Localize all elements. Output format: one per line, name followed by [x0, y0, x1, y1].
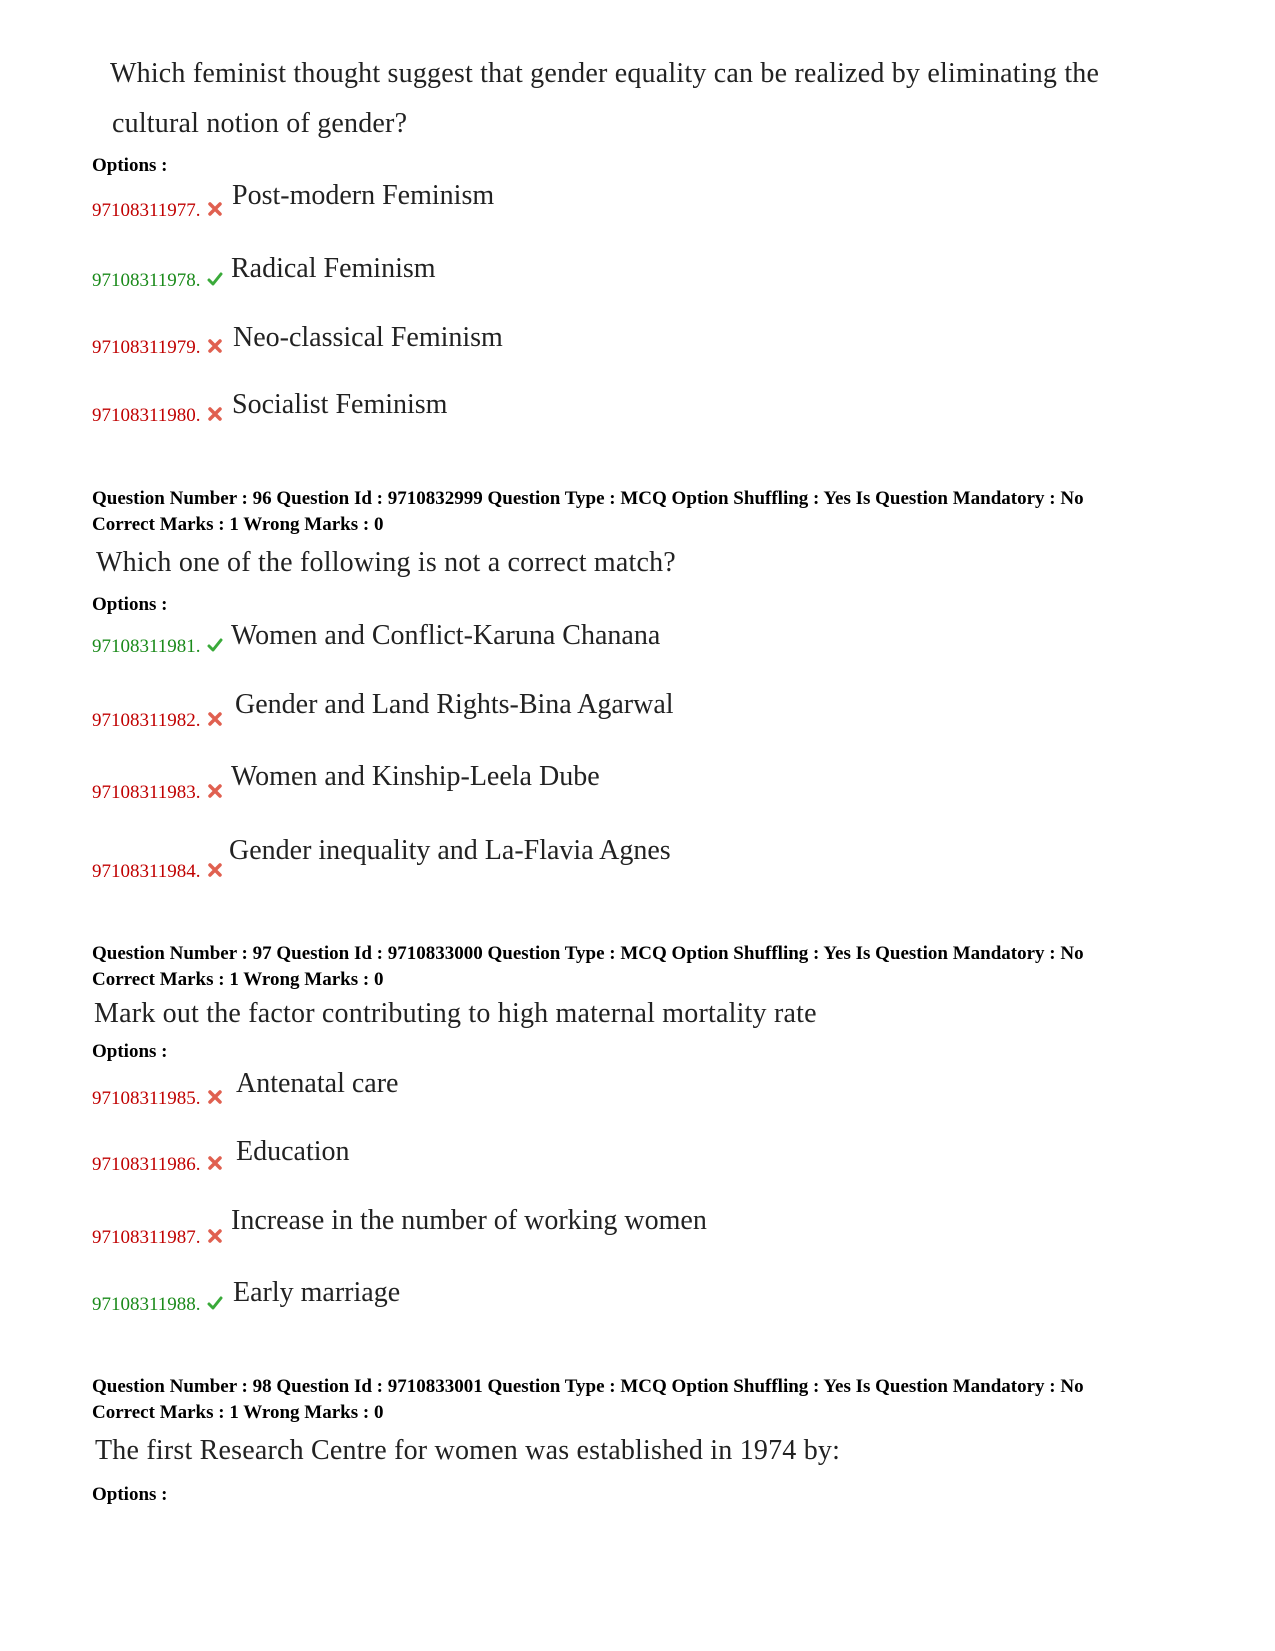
option-text: Radical Feminism	[231, 253, 436, 284]
cross-icon	[207, 1155, 223, 1171]
option-id: 97108311985.	[92, 1088, 201, 1109]
option-text: Early marriage	[233, 1277, 401, 1308]
cross-icon	[207, 862, 223, 878]
option-text: Women and Conflict-Karuna Chanana	[231, 620, 661, 651]
option-row	[92, 1154, 223, 1176]
option-id: 97108311987.	[92, 1227, 201, 1248]
option-id: 97108311982.	[92, 710, 201, 731]
options-label: Options :	[92, 594, 168, 615]
options-label: Options :	[92, 155, 168, 176]
option-row	[92, 782, 223, 804]
question-meta-line2: Correct Marks : 1 Wrong Marks : 0	[92, 969, 384, 990]
option-text: Socialist Feminism	[232, 389, 448, 420]
question-text-line2: cultural notion of gender?	[112, 108, 408, 139]
question-text: Which one of the following is not a correct match?	[96, 547, 676, 578]
option-text: Increase in the number of working women	[231, 1205, 707, 1236]
cross-icon	[207, 1089, 223, 1105]
cross-icon	[207, 711, 223, 727]
check-icon	[207, 271, 223, 287]
option-row	[92, 337, 223, 359]
option-id: 97108311988.	[92, 1294, 201, 1315]
question-meta-line1: Question Number : 96 Question Id : 9710832999 Question Type : MCQ Option Shuffling : Yes Is Question Mandatory : No	[92, 488, 1084, 509]
check-icon	[207, 637, 223, 653]
option-text: Women and Kinship-Leela Dube	[231, 761, 600, 792]
option-row	[92, 405, 223, 427]
option-id: 97108311979.	[92, 337, 201, 358]
question-text: The first Research Centre for women was established in 1974 by:	[95, 1435, 841, 1466]
option-text: Antenatal care	[236, 1068, 399, 1099]
option-text: Neo-classical Feminism	[233, 322, 503, 353]
option-row	[92, 270, 223, 292]
cross-icon	[207, 201, 223, 217]
question-meta-line2: Correct Marks : 1 Wrong Marks : 0	[92, 1402, 384, 1423]
option-row	[92, 710, 223, 732]
option-row	[92, 1088, 223, 1110]
options-label: Options :	[92, 1041, 168, 1062]
option-text: Gender and Land Rights-Bina Agarwal	[235, 689, 674, 720]
option-row	[92, 861, 223, 883]
cross-icon	[207, 338, 223, 354]
option-text: Education	[236, 1136, 350, 1167]
option-id: 97108311980.	[92, 405, 201, 426]
question-meta-line1: Question Number : 98 Question Id : 9710833001 Question Type : MCQ Option Shuffling : Yes Is Question Mandatory : No	[92, 1376, 1084, 1397]
cross-icon	[207, 406, 223, 422]
question-text: Mark out the factor contributing to high maternal mortality rate	[94, 998, 817, 1029]
option-id: 97108311978.	[92, 270, 201, 291]
cross-icon	[207, 1228, 223, 1244]
cross-icon	[207, 783, 223, 799]
question-text-line1: Which feminist thought suggest that gender equality can be realized by eliminating the	[110, 58, 1100, 89]
option-text: Gender inequality and La-Flavia Agnes	[229, 835, 671, 866]
check-icon	[207, 1295, 223, 1311]
option-row	[92, 1294, 223, 1316]
option-id: 97108311986.	[92, 1154, 201, 1175]
options-label: Options :	[92, 1484, 168, 1505]
option-id: 97108311977.	[92, 200, 201, 221]
option-row	[92, 636, 223, 658]
question-meta-line2: Correct Marks : 1 Wrong Marks : 0	[92, 514, 384, 535]
option-text: Post-modern Feminism	[232, 180, 495, 211]
option-row	[92, 1227, 223, 1249]
option-id: 97108311983.	[92, 782, 201, 803]
option-id: 97108311981.	[92, 636, 201, 657]
question-meta-line1: Question Number : 97 Question Id : 9710833000 Question Type : MCQ Option Shuffling : Yes Is Question Mandatory : No	[92, 943, 1084, 964]
option-row	[92, 200, 223, 222]
option-id: 97108311984.	[92, 861, 201, 882]
